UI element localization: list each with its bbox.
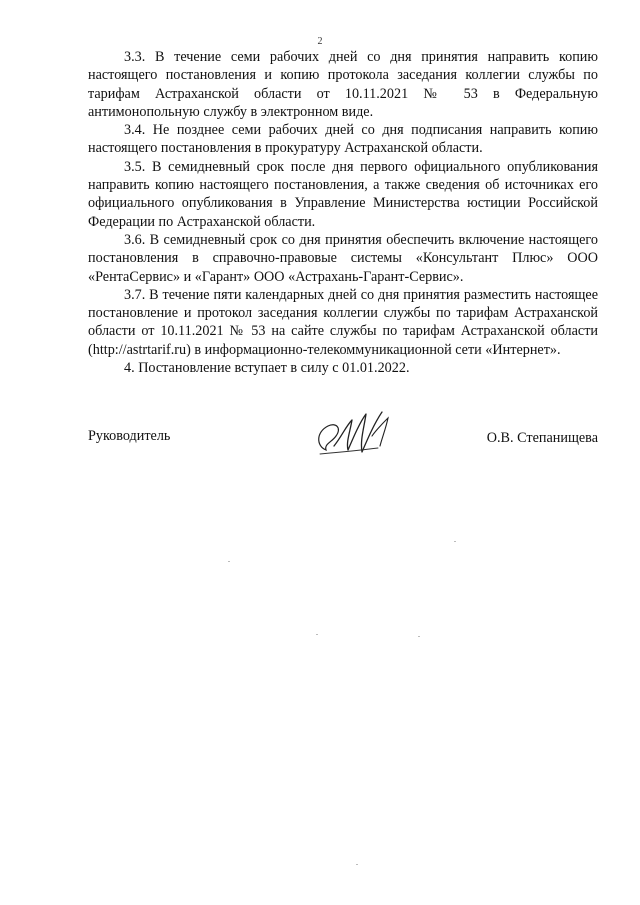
paragraph-4: 4. Постановление вступает в силу с 01.01.2022.	[124, 360, 410, 377]
signature-block	[88, 428, 598, 468]
paragraph-3-7: 3.7. В течение пяти календарных дней со дня принятия разместить настоящее постановление и протокол заседания коллегии службы по тарифам Астраханской области от 10.11.2021 № 53 на сайте службы по тарифам Астраханской области (http://astrtarif.ru) в информационно-телекоммуникационной сети «Интернет».	[88, 286, 598, 358]
document-body	[88, 48, 598, 377]
paragraph-3-4: 3.4. Не позднее семи рабочих дней со дня подписания направить копию настоящего постановления в прокуратуру Астраханской области.	[88, 122, 598, 157]
paragraph-3-6: 3.6. В семидневный срок со дня принятия обеспечить включение настоящего постановления в справочно-правовые системы «Консультант Плюс» ООО «РентаСервис» и «Гарант» ООО «Астрахань-Гарант-Сервис».	[88, 231, 598, 285]
paragraph-3-3: 3.3. В течение семи рабочих дней со дня принятия направить копию настоящего постановления и копию протокола заседания коллегии службы по тарифам Астраханской области от 10.11.2021 № 53 в Федеральную антимонопольную службу в электронном виде.	[88, 49, 598, 120]
scan-speck	[454, 541, 456, 542]
scan-speck	[316, 634, 318, 635]
scan-speck	[418, 636, 420, 637]
signatory-title: Руководитель	[88, 428, 171, 444]
paragraph-3-5: 3.5. В семидневный срок после дня первого официального опубликования направить копию настоящего постановления, а также сведения об источниках его официального опубликования в Управление Министерства юстиции Российской Федерации по Астраханской области.	[88, 158, 598, 230]
signatory-name: О.В. Степанищева	[486, 430, 598, 446]
scan-speck	[228, 561, 230, 562]
handwritten-signature	[312, 406, 398, 464]
scan-speck	[356, 864, 358, 865]
page-number: 2	[317, 36, 323, 47]
